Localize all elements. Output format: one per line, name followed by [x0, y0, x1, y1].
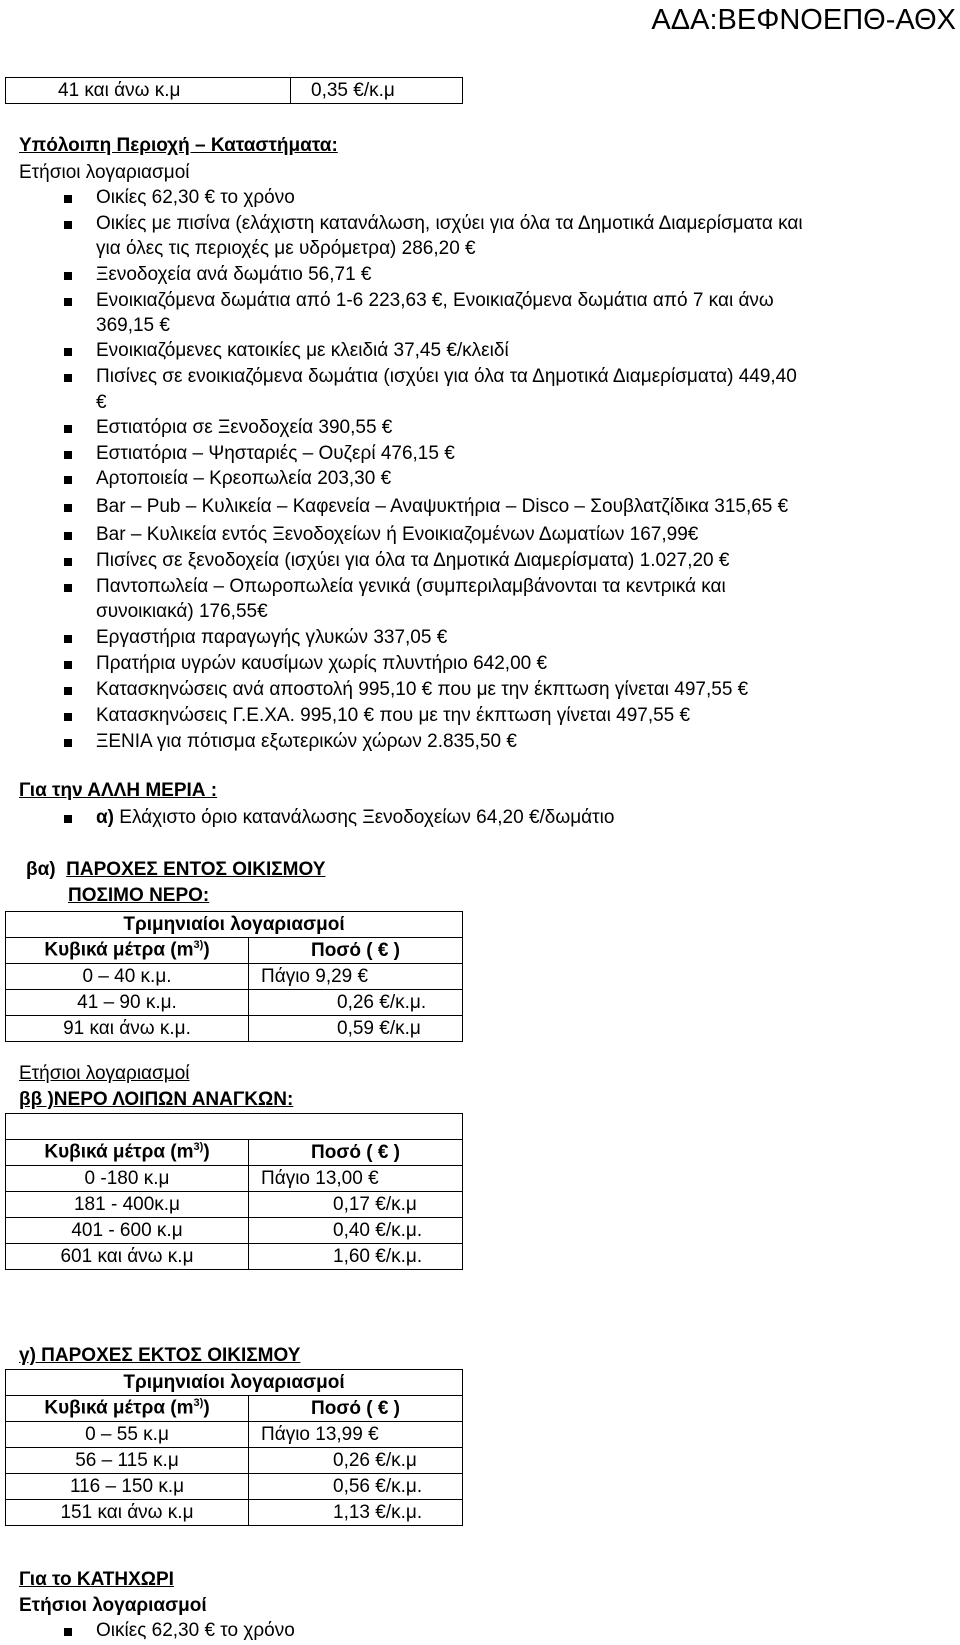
table-row [6, 1422, 463, 1448]
kathxori-heading: Για το ΚΑΤΗΧΩΡΙ [19, 1569, 174, 1590]
table-header-row [6, 938, 463, 964]
amount-cell: Πάγιο 13,99 € [249, 1422, 463, 1448]
bb-heading: ββ )ΝΕΡΟ ΛΟΙΠΩΝ ΑΝΑΓΚΩΝ: [19, 1089, 294, 1110]
amount-cell: 0,40 €/κ.μ. [249, 1218, 463, 1244]
table-title-row [6, 912, 463, 938]
g-rate-table [5, 1369, 463, 1526]
rest-area-heading: Υπόλοιπη Περιοχή – Καταστήματα: [19, 135, 338, 156]
amount-cell: Πάγιο 13,00 € [249, 1166, 463, 1192]
kathxori-subheading: Ετήσιοι λογαριασμοί [19, 1595, 207, 1616]
list-item: Bar – Pub – Κυλικεία – Καφενεία – Αναψυκτήρια – Disco – Σουβλατζίδικα 315,65 € [96, 496, 789, 517]
table-row [6, 1500, 463, 1526]
volume-cell: 0 – 55 κ.μ [6, 1422, 249, 1448]
amount-cell: 1,13 €/κ.μ. [249, 1500, 463, 1526]
table-header-row [6, 1396, 463, 1422]
list-item: Κατασκηνώσεις ανά αποστολή 995,10 € που με την έκπτωση γίνεται 497,55 € [96, 679, 749, 700]
ba-subheading: ΠΟΣΙΜΟ ΝΕΡΟ: [68, 885, 210, 906]
blank-cell [6, 1114, 463, 1140]
column-header-volume: Κυβικά μέτρα $(m^{3)})$ [6, 1140, 249, 1166]
table-row [6, 1448, 463, 1474]
table-header-row [6, 1140, 463, 1166]
table-title: Τριμηνιαίοι λογαριασμοί [6, 912, 463, 938]
volume-cell: 601 και άνω κ.μ [6, 1244, 249, 1270]
table-row [6, 1016, 463, 1042]
column-header-amount: Ποσό ( € ) [249, 1396, 463, 1422]
list-item: Εστιατόρια σε Ξενοδοχεία 390,55 € [96, 417, 393, 438]
list-item: Πισίνες σε ενοικιαζόμενα δωμάτια (ισχύει για όλα τα Δημοτικά Διαμερίσματα) 449,40 [96, 366, 797, 387]
table-row [6, 964, 463, 990]
list-item: Πισίνες σε ξενοδοχεία (ισχύει για όλα τα Δημοτικά Διαμερίσματα) 1.027,20 € [96, 550, 730, 571]
volume-cell: 401 - 600 κ.μ [6, 1218, 249, 1244]
column-header-volume: Κυβικά μέτρα $(m^{3)})$ [6, 1396, 249, 1422]
table-row [6, 1218, 463, 1244]
list-item [96, 806, 614, 830]
amount-cell: 0,59 €/κ.μ [249, 1016, 463, 1042]
amount-cell: Πάγιο 9,29 € [249, 964, 463, 990]
bb-annual-label: Ετήσιοι λογαριασμοί [19, 1063, 190, 1084]
list-item: Κατασκηνώσεις Γ.Ε.ΧΑ. 995,10 € που με την έκπτωση γίνεται 497,55 € [96, 705, 691, 726]
bb-rate-table [5, 1113, 463, 1270]
table-title: Τριμηνιαίοι λογαριασμοί [6, 1370, 463, 1396]
volume-cell: 41 – 90 κ.μ. [6, 990, 249, 1016]
other-side-heading: Για την ΑΛΛΗ ΜΕΡΙΑ : [19, 780, 218, 801]
volume-cell: 151 και άνω κ.μ [6, 1500, 249, 1526]
list-item: Ξενοδοχεία ανά δωμάτιο 56,71 € [96, 264, 372, 285]
volume-cell: 91 και άνω κ.μ. [6, 1016, 249, 1042]
volume-cell: 116 – 150 κ.μ [6, 1474, 249, 1500]
list-item: Bar – Κυλικεία εντός Ξενοδοχείων ή Ενοικιαζομένων Δωματίων 167,99€ [96, 524, 699, 545]
document-id: ΑΔΑ:ΒΕΦΝΟΕΠΘ-ΑΘΧ [651, 4, 956, 36]
volume-cell: 181 - 400κ.μ [6, 1192, 249, 1218]
amount-cell: 0,26 €/κ.μ. [249, 990, 463, 1016]
column-header-amount: Ποσό ( € ) [249, 1140, 463, 1166]
rest-area-subheading: Ετήσιοι λογαριασμοί [19, 162, 190, 183]
table-row [6, 1244, 463, 1270]
table-row [6, 1192, 463, 1218]
top-rate-table [5, 77, 463, 104]
amount-cell: 0,26 €/κ.μ [249, 1448, 463, 1474]
volume-cell: 56 – 115 κ.μ [6, 1448, 249, 1474]
list-item-continuation: συνοικιακά) 176,55€ [96, 601, 268, 622]
table-row [6, 990, 463, 1016]
list-item: ΞΕΝΙΑ για πότισμα εξωτερικών χώρων 2.835,50 € [96, 731, 517, 752]
amount-cell: 0,56 €/κ.μ. [249, 1474, 463, 1500]
list-item: Ενοικιαζόμενα δωμάτια από 1-6 223,63 €, Ενοικιαζόμενα δωμάτια από 7 και άνω [96, 290, 774, 311]
amount-cell: 1,60 €/κ.μ. [249, 1244, 463, 1270]
list-item: Πρατήρια υγρών καυσίμων χωρίς πλυντήριο 642,00 € [96, 653, 548, 674]
ba-rate-table [5, 911, 463, 1042]
list-item: Οικίες 62,30 € το χρόνο [96, 1620, 295, 1641]
item-label: α) [96, 807, 115, 828]
list-item-continuation: για όλες τις περιοχές με υδρόμετρα) 286,20 € [96, 238, 476, 259]
list-item: Εστιατόρια – Ψησταριές – Ουζερί 476,15 € [96, 443, 455, 464]
price-cell: 0,35 €/κ.μ [291, 78, 463, 104]
list-item: Οικίες με πισίνα (ελάχιστη κατανάλωση, ισχύει για όλα τα Δημοτικά Διαμερίσματα και [96, 213, 803, 234]
range-cell: 41 και άνω κ.μ [6, 78, 291, 104]
item-text: Ελάχιστο όριο κατανάλωσης Ξενοδοχείων 64,20 €/δωμάτιο [114, 807, 615, 828]
list-item: Αρτοποιεία – Κρεοπωλεία 203,30 € [96, 468, 392, 489]
list-item-continuation: € [96, 392, 107, 413]
g-heading: γ) ΠΑΡΟΧΕΣ ΕΚΤΟΣ ΟΙΚΙΣΜΟΥ [19, 1345, 301, 1366]
table-row [6, 1474, 463, 1500]
column-header-amount: Ποσό ( € ) [249, 938, 463, 964]
list-item-continuation: 369,15 € [96, 315, 170, 336]
volume-cell: 0 – 40 κ.μ. [6, 964, 249, 990]
table-blank-row [6, 1114, 463, 1140]
ba-label: βα) [26, 859, 56, 880]
amount-cell: 0,17 €/κ.μ [249, 1192, 463, 1218]
list-item: Παντοπωλεία – Οπωροπωλεία γενικά (συμπεριλαμβάνονται τα κεντρικά και [96, 576, 726, 597]
table-row [6, 78, 463, 104]
list-item: Εργαστήρια παραγωγής γλυκών 337,05 € [96, 627, 448, 648]
ba-section-heading [26, 858, 325, 882]
list-item: Οικίες 62,30 € το χρόνο [96, 187, 295, 208]
list-item: Ενοικιαζόμενες κατοικίες με κλειδιά 37,45 €/κλειδί [96, 340, 509, 361]
table-row [6, 1166, 463, 1192]
volume-cell: 0 -180 κ.μ [6, 1166, 249, 1192]
table-title-row [6, 1370, 463, 1396]
ba-heading: ΠΑΡΟΧΕΣ ΕΝΤΟΣ ΟΙΚΙΣΜΟΥ [66, 859, 326, 880]
column-header-volume: Κυβικά μέτρα $(m^{3)})$ [6, 938, 249, 964]
